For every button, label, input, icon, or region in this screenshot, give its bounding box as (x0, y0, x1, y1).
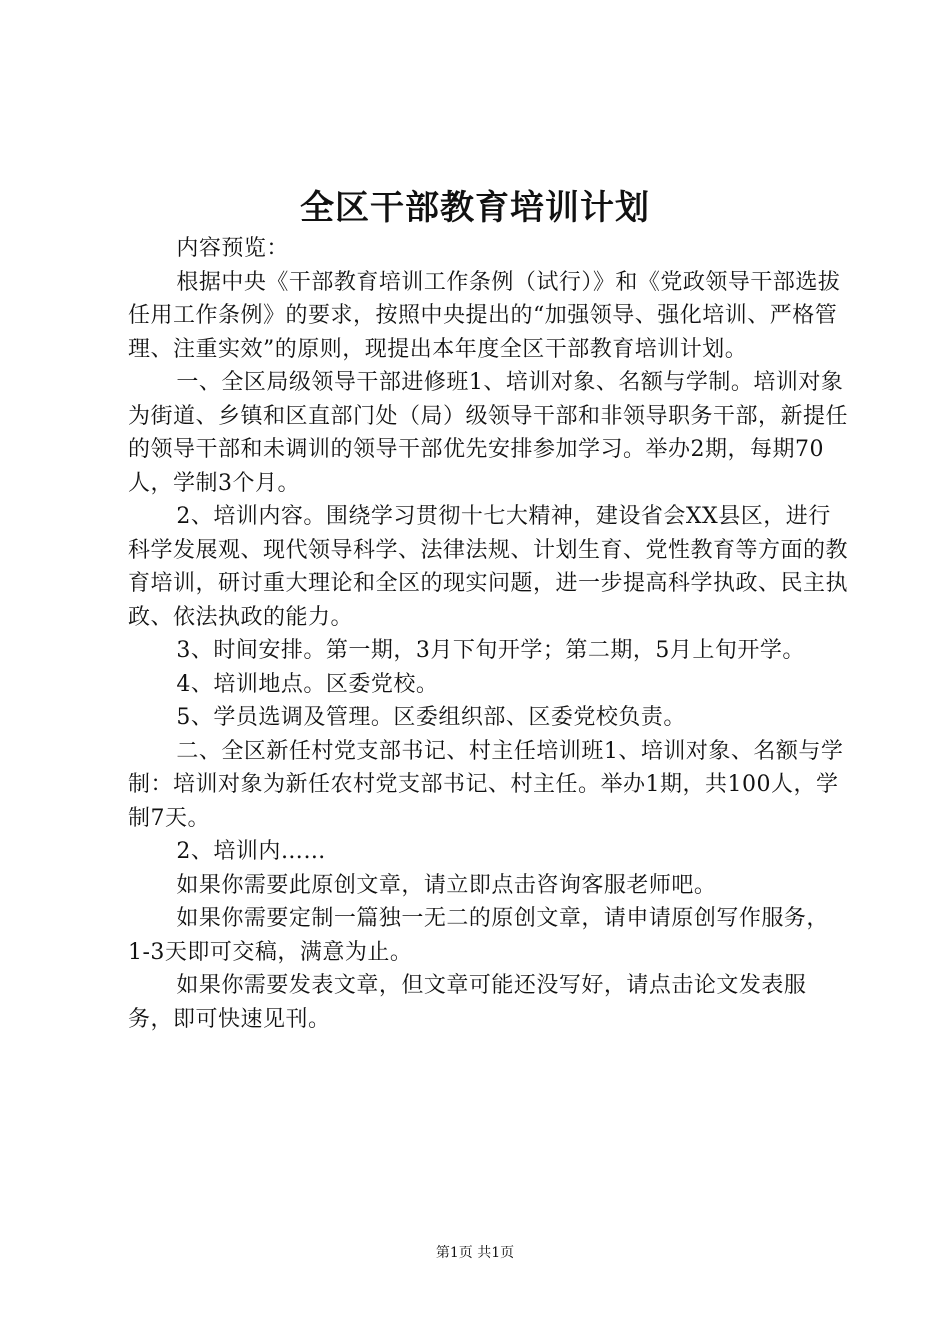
paragraph-section-1-schedule: 3、时间安排。第一期，3月下旬开学；第二期，5月上旬开学。 (176, 638, 805, 663)
paragraph-section-1-location: 4、培训地点。区委党校。 (176, 671, 439, 697)
paragraph-promo-custom: 如果你需要定制一篇独一无二的原创文章，请申请原创写作服务，1-3天即可交稿，满意为止。 (128, 906, 829, 965)
paragraph-promo-consult: 如果你需要此原创文章，请立即点击咨询客服老师吧。 (176, 872, 717, 898)
paragraph-section-1-content: 2、培训内容。围绕学习贯彻十七大精神，建设省会XX县区，进行科学发展观、现代领导科学、法律法规、计划生育、党性教育等方面的教育培训，研讨重大理论和全区的现实问题，进一步提高科学执政、民主执政、依法执政的能力。 (128, 504, 849, 630)
document-body (128, 232, 848, 1036)
paragraph-intro: 根据中央《干部教育培训工作条例（试行）》和《党政领导干部选拔任用工作条例》的要求，按照中央提出的“加强领导、强化培训、严格管理、注重实效”的原则，现提出本年度全区干部教育培训计划。 (128, 269, 841, 362)
paragraph-section-1-management: 5、学员选调及管理。区委组织部、区委党校负责。 (176, 705, 686, 730)
paragraph-preview-label: 内容预览： (176, 236, 289, 261)
paragraph-section-2-target: 二、全区新任村党支部书记、村主任培训班1、培训对象、名额与学制：培训对象为新任农村党支部书记、村主任。举办1期，共100人，学制7天。 (128, 738, 844, 831)
paragraph-section-2-content-truncated: 2、培训内…… (176, 839, 326, 864)
document-title: 全区干部教育培训计划 (300, 188, 650, 228)
paragraph-promo-publish: 如果你需要发表文章，但文章可能还没写好，请点击论文发表服务，即可快速见刊。 (128, 973, 807, 1032)
page-footer: 第1页 共1页 (435, 1245, 515, 1261)
paragraph-section-1-target: 一、全区局级领导干部进修班1、培训对象、名额与学制。培训对象为街道、乡镇和区直部门处（局）级领导干部和非领导职务干部，新提任的领导干部和未调训的领导干部优先安排参加学习。举办2期，每期70人，学制3个月。 (128, 370, 849, 496)
